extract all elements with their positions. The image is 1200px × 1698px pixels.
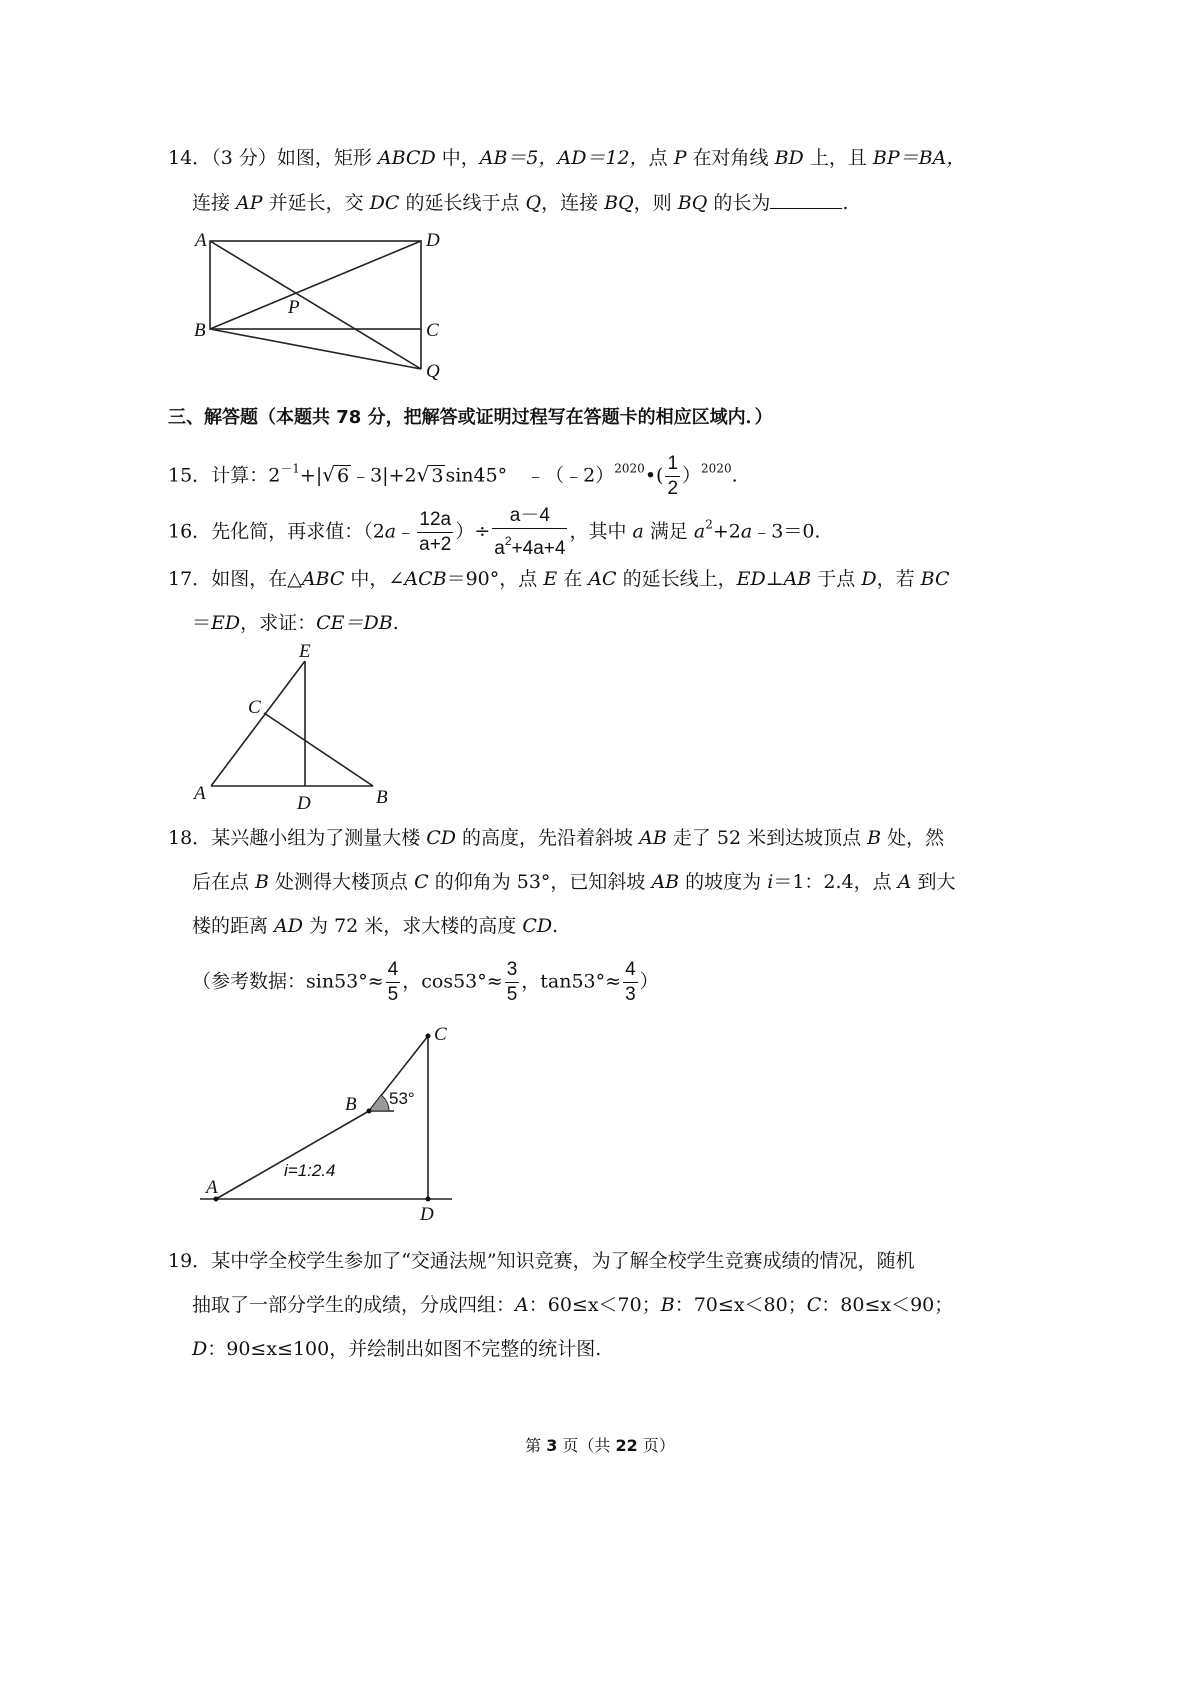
fig18-label-b: B <box>345 1094 357 1115</box>
fig14-label-p: P <box>288 297 300 318</box>
q19-line1: 19．某中学全校学生参加了“交通法规”知识竞赛，为了解全校学生竞赛成绩的情况，随机 <box>168 1250 915 1272</box>
q16-line: 16．先化简，再求值：（2a﹣ $\frac{12a}{a+2}$ ）÷ $\frac{a-4}{a^2+4a+4}$ ，其中 a 满足 $a^2+2a﹣3=0$. <box>168 505 821 559</box>
q14-line2: 连接 AP 并延长，交 DC 的延长线于点 Q，连接 BQ，则 BQ 的长为 . <box>192 188 848 217</box>
page-footer: 第 3 页（共 22 页） <box>525 1436 675 1455</box>
q19-line3: D：90≤x≤100，并绘制出如图不完整的统计图. <box>192 1338 602 1360</box>
q18-reference-data: （参考数据：sin53°≈ $\frac{4}{5}$ ，cos53°≈ $\frac{3}{5}$ ，tan53°≈ $\frac{4}{3}$ ） <box>192 959 659 1005</box>
fig18-slope-label: i=1:2.4 <box>284 1161 336 1180</box>
fig18-angle-label: 53° <box>389 1089 415 1108</box>
fig14-label-c: C <box>426 320 439 341</box>
q15-fraction: $\frac{1}{2}$ <box>667 453 679 499</box>
fig14-label-q: Q <box>426 361 440 382</box>
fig18-label-c: C <box>434 1024 447 1045</box>
q16-fraction-1: $\frac{12a}{a+2}$ <box>419 509 452 555</box>
fig14-label-a: A <box>195 230 207 251</box>
q14-line1: 14．（3 分）如图，矩形 ABCD 中，AB＝5，AD＝12，点 P 在对角线 BD 上，且 BP＝BA， <box>168 147 966 169</box>
fig17-label-e: E <box>299 641 311 662</box>
fig17-label-a: A <box>194 783 206 804</box>
q17-line1: 17．如图，在△ABC 中，∠ACB＝90°，点 E 在 AC 的延长线上，ED⊥AB 于点 D，若 BC <box>168 568 950 590</box>
fig17-label-d: D <box>297 793 311 814</box>
q18-line2: 后在点 B 处测得大楼顶点 C 的仰角为 53°，已知斜坡 AB 的坡度为 i＝1：2.4，点 A 到大 <box>192 871 956 893</box>
q18-line1: 18．某兴趣小组为了测量大楼 CD 的高度，先沿着斜坡 AB 走了 52 米到达坡顶点 B 处，然 <box>168 827 945 849</box>
fig14-label-b: B <box>194 320 206 341</box>
q18-line3: 楼的距离 AD 为 72 米，求大楼的高度 CD. <box>192 915 559 937</box>
fig14-label-d: D <box>426 230 440 251</box>
section-heading: 三、解答题（本题共 78 分，把解答或证明过程写在答题卡的相应区域内．） <box>168 407 773 428</box>
q15-line: 15．计算：$2^{-1}+|√$ 6 ﹣3|+2√ 3 sin45° ﹣（﹣2）$^{2020}$•( $\frac{1}{2}$ ）$^{2020}$. <box>168 453 738 499</box>
q16-fraction-2: $\frac{a-4}{a^2+4a+4}$ <box>494 505 566 559</box>
q19-line2: 抽取了一部分学生的成绩，分成四组：A：60≤x＜70；B：70≤x＜80；C：80≤x＜90； <box>192 1294 954 1316</box>
fig17-label-b: B <box>376 787 388 808</box>
fig18-label-d: D <box>420 1204 434 1225</box>
fig18-label-a: A <box>206 1177 218 1198</box>
fig17-label-c: C <box>248 697 261 718</box>
q17-line2: ＝ED，求证：CE＝DB. <box>192 612 399 634</box>
